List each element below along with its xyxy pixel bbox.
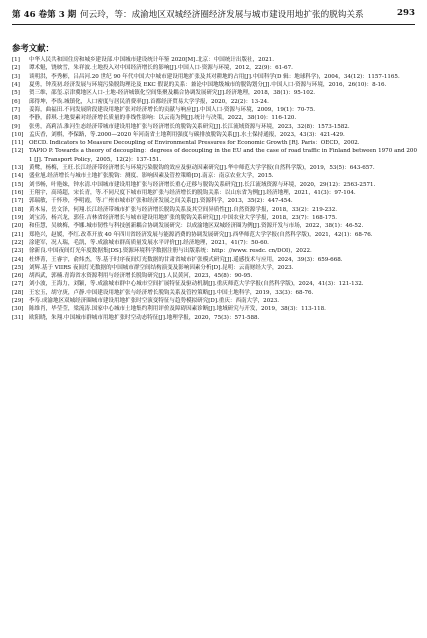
reference-text: 刘辉.基于 VIIRS 夜间灯光数据的中国城市群空间结构演变及影响因素分析[D].昆明：云南财经大学，2023.	[29, 264, 294, 271]
reference-number: [27]	[12, 281, 24, 288]
reference-text: 涂建军，况人瑞，毛凯，等.成渝城市群高质量发展水平评价[J].经济地理，2021，41(7)：50-60.	[29, 239, 269, 246]
reference-number: [20]	[12, 223, 24, 230]
reference-number: [25]	[12, 264, 24, 271]
page-number: 293	[397, 8, 415, 18]
reference-number: [26]	[12, 273, 24, 280]
reference-text: 孟庆香，刘棋，李保路，等.2000—2020 年河南省土地利用强度与碳排放脱钩关系[J].水土保持通报，2023，43(3)：421-429.	[29, 131, 345, 138]
reference-text: 李静，薛琪.土地要素对经济增长质量的非线性影响：以云南为例[J].统计与决策，2022，38(10)：116-120.	[29, 115, 297, 122]
reference-item	[12, 89, 417, 97]
reference-number: [9]	[12, 123, 20, 130]
reference-item	[12, 206, 417, 214]
reference-text: 王翔宇，高琦超，宋长青，等.不同尺度下城市用地扩张与经济增长的脱钩关系：以山东省为例[J].经济地理，2021，41(3)：97-104.	[29, 190, 356, 196]
reference-text: 张勇，高莉洁.淮河生态经济带城市建设用地扩张与经济增长的脱钩关系研究[J].长江流域资源与环境，2023，32(8)：1573-1582.	[29, 123, 350, 130]
reference-text: 谭术魁，饶映雪，朱祥波.土地投入对中国经济增长的影响[J].中国人口·资源与环境，2012，22(9)：61-67.	[29, 65, 293, 72]
reference-number: [13]	[12, 165, 24, 172]
reference-text: 邱得坤，李诶.城镇化，人口密度与居民消费率[J].首都经济贸易大学学报，2020，22(2)：13-24.	[29, 98, 269, 105]
reference-text: 郑艳兴，赵媛，李红.改革开放 40 年四川省经济发展与能源消费的协调发展研究[J].西华师范大学学报(自然科学版)，2021，42(1)：68-76.	[29, 231, 373, 238]
reference-item	[12, 123, 417, 131]
reference-item	[12, 280, 417, 288]
reference-item	[12, 289, 417, 297]
reference-number: [28]	[12, 289, 24, 296]
reference-number: [15]	[12, 181, 24, 188]
reference-number: [6]	[12, 98, 20, 105]
reference-number: [1]	[12, 57, 20, 63]
reference-item	[12, 272, 417, 280]
reference-item	[12, 305, 417, 313]
reference-text: 陈维肖，毕莹莹，梁流涛.国家中心城市土地集约利用评价及障碍因素诊断[J].地域研究与开发，2019，38(3)：113-118.	[29, 306, 326, 313]
reference-text: 刘宝涛，杨兴龙，郭佳.吉林省经济增长与城市建设用地扩张的脱钩关系研究[J].中国农业大学学报，2018，23(7)：168-175.	[29, 214, 337, 221]
reference-item	[12, 56, 417, 64]
reference-text: 刘小波，王海力，刘颖，等.成渝城市群中心城市空间扩展特征及驱动机制[J].重庆师范大学学报(自然科学版)，2024，41(3)：121-132.	[29, 281, 364, 288]
reference-number: [19]	[12, 214, 24, 221]
reference-text: 刘书畅，叶艳妹，钟水清.中国城市建设用地扩张与经济增长重心迁移与脱钩关系研究[J].长江流域资源与环境，2020，29(12)：2563-2571.	[29, 181, 376, 188]
reference-text: 黄木易，岳文泽，何翔.长江经济带城市扩张与经济增长脱钩关系及其空间异质性[J].自然资源学报，2018，33(2)：219-232.	[29, 206, 337, 213]
reference-text: 欧阳晓，朱翔.中国城市群城市用地扩张时空动态特征[J].地理学报，2020，75(3)：571-588.	[29, 314, 260, 321]
page-header	[12, 8, 415, 24]
volume-issue: 第 46 卷第 3 期	[12, 10, 77, 20]
reference-text: 王宏玉，胡守庚，卢静.中国建设用地扩张与经济增长脱钩关系及管控策略[J].中国土地科学，2019，33(3)：68-76.	[29, 289, 314, 296]
reference-number: [16]	[12, 190, 24, 196]
reference-number: [14]	[12, 173, 24, 180]
reference-item	[12, 98, 417, 106]
reference-item	[12, 114, 417, 122]
reference-text: 中华人民共和国住房和城乡建设部.中国城市建设统计年鉴 2020[M].北京：中国统计出版社，2021.	[29, 57, 274, 63]
reference-text: 李寿.成渝地区双城经济圈城市建设用地扩张时空演变特征与趋势模拟研究[D].重庆：西南大学，2023.	[29, 298, 280, 305]
reference-item	[12, 197, 417, 205]
reference-item	[12, 73, 417, 81]
reference-text: 和佳慧，吴映梅，李娜.城市韧性与科技创新耦合协调发展研究：以成渝地区双城经济圈为例[J].资源开发与市场，2022，38(1)：46-52.	[29, 223, 364, 230]
reference-text: 杜烨菁，王睿宇，俞炜杰，等.基于时序夜间灯光数据的甘肃省城市扩张模式研究[J].遥感技术与应用，2024，39(3)：659-668.	[29, 256, 343, 263]
reference-text: 黄鹭，杨梅，王旺.长江经济带经济增长与环境污染脱钩的效应及驱动因素研究[J].华中师范大学学报(自然科学版)，2019，53(5)：643-657.	[29, 165, 375, 172]
reference-item	[12, 139, 417, 147]
reference-number: [24]	[12, 256, 24, 263]
reference-item	[12, 164, 417, 172]
reference-number: [11]	[12, 140, 24, 147]
reference-number: [22]	[12, 239, 24, 246]
reference-text: TAPIO P. Towards a theory of decoupling：degrees of decoupling in the EU and the case of road traffic in Finland between 1970 and 2001 [J]. Transport Policy，2005，12(2)：137-151.	[29, 148, 417, 163]
reference-number: [12]	[12, 148, 24, 155]
running-title: 何云玲，等：成渝地区双城经济圈经济发展与城市建设用地扩张的脱钩关系	[80, 10, 364, 20]
reference-item	[12, 247, 417, 255]
reference-item	[12, 239, 417, 247]
reference-number: [31]	[12, 314, 24, 321]
reference-text: 夏勇，钟茂初.经济发展与环境污染脱钩理论及 EKC 假说的关系：兼论中国地级城市的脱钩划分[J].中国人口·资源与环境，2016，26(10)：8-16.	[29, 81, 387, 88]
reference-item	[12, 264, 417, 272]
reference-item	[12, 256, 417, 264]
reference-number: [3]	[12, 73, 20, 80]
reference-text: 贺三维，邵玺.京津冀地区人口-土地-经济城镇化空间集聚及耦合协调发展研究[J].经济地理，2018，38(1)：95-102.	[29, 90, 316, 97]
reference-item	[12, 214, 417, 222]
reference-number: [30]	[12, 306, 24, 313]
reference-item	[12, 81, 417, 89]
reference-number: [21]	[12, 231, 24, 238]
reference-text: 郭瑞敏，千怀珍，李明霞，等.广州市城市扩张和经济发展之间关系[J].资源科学，2013，35(2)：447-454.	[29, 198, 293, 205]
reference-item	[12, 231, 417, 239]
reference-number: [2]	[12, 65, 20, 72]
header-rule	[12, 24, 415, 25]
reference-number: [7]	[12, 106, 20, 113]
reference-item	[12, 147, 417, 164]
reference-number: [23]	[12, 248, 24, 255]
reference-number: [29]	[12, 298, 24, 305]
reference-item	[12, 106, 417, 114]
reference-item	[12, 297, 417, 305]
reference-text: OECD. Indicators to Measure Decoupling of Environmental Pressures for Economic Growth [R]. Paris：OECD，2002.	[29, 140, 360, 147]
reference-number: [5]	[12, 90, 20, 97]
reference-item	[12, 64, 417, 72]
reference-item	[12, 189, 417, 197]
reference-number: [10]	[12, 131, 24, 138]
reference-number: [17]	[12, 198, 24, 205]
reference-item	[12, 314, 417, 322]
references-heading: 参考文献：	[12, 43, 54, 53]
reference-number: [4]	[12, 81, 20, 88]
reference-list	[12, 56, 417, 322]
reference-number: [8]	[12, 115, 20, 122]
reference-text: 徐新良.中国夜间灯光年度数据集[DS].资源环境科学数据注册与出版系统：http：//www. resdc. cn/DOI)，2022.	[29, 248, 312, 255]
reference-text: 姜海，曲福田.不同发展阶段建设用地扩张对经济增长的贡献与响应[J].中国人口·资源与环境，2009，19(1)：70-75.	[29, 106, 316, 113]
reference-item	[12, 222, 417, 230]
reference-item	[12, 172, 417, 180]
reference-text: 盛业旭.经济增长与城市土地扩张脱钩：测度、影响因素及管控策略[D].南京：南京农业大学，2015.	[29, 173, 274, 180]
reference-item	[12, 131, 417, 139]
reference-text: 谈明洪，李秀彬，吕昌河.20 世纪 90 年代中国大中城市建设用地扩张及其对耕地的占用[J].中国科学(D 辑：地球科学)，2004，34(12)：1157-1165.	[29, 73, 400, 80]
reference-item	[12, 181, 417, 189]
reference-text: 胡西武，郭楠.青海省水资源利用与经济增长脱钩研究[J].人民黄河，2023，45(8)：90-95.	[29, 273, 253, 280]
reference-number: [18]	[12, 206, 24, 213]
